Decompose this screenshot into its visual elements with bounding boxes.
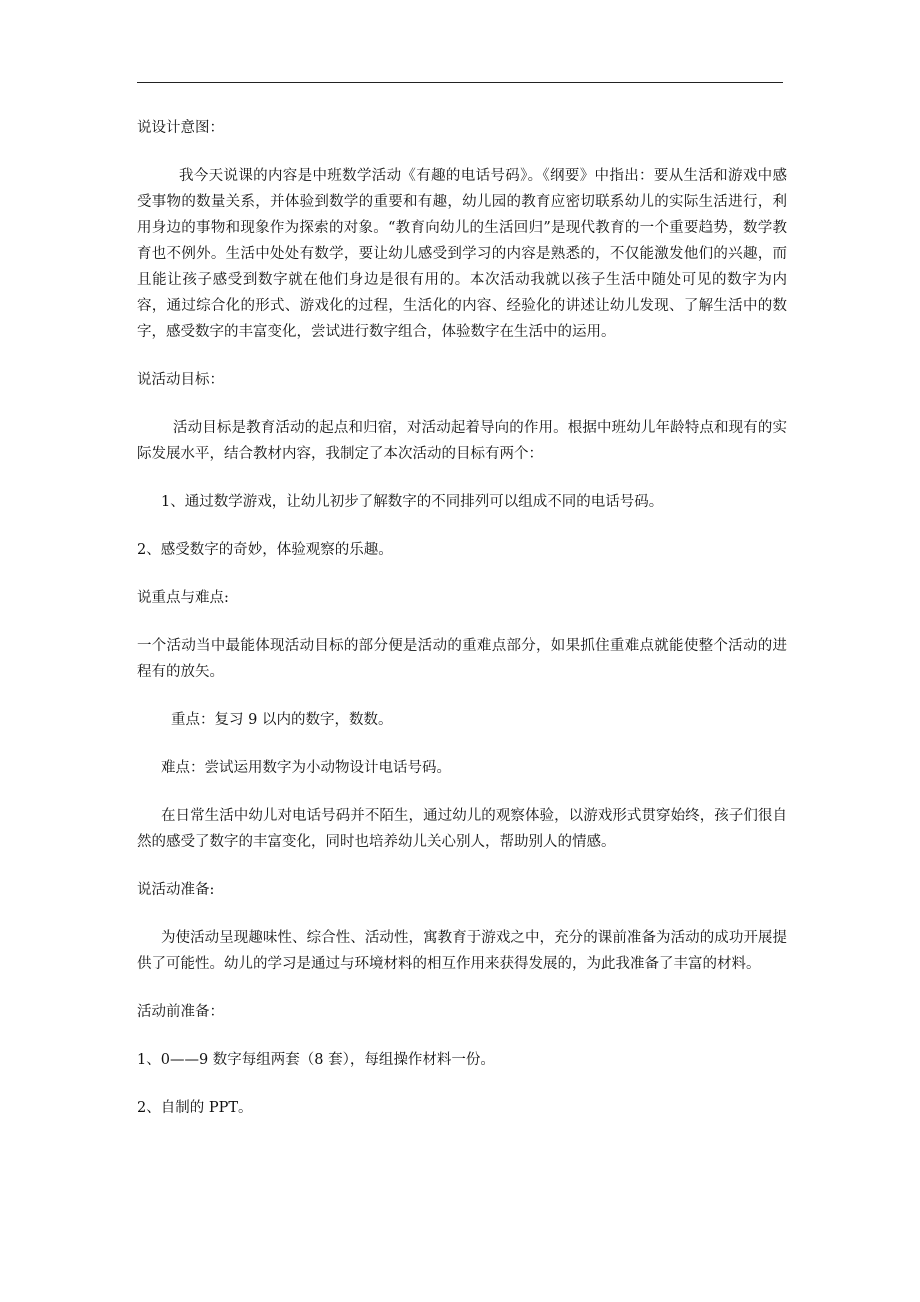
prep-item-1: 1、0——9 数字每组两套（8 套），每组操作材料一份。 <box>137 1052 495 1068</box>
key-point: 重点：复习 9 以内的数字，数数。 <box>171 712 393 728</box>
paragraph-key-difficulty: 一个活动当中最能体现活动目标的部分便是活动的重难点部分，如果抓住重难点就能使整个活动的进程有的放矢。 <box>137 638 787 680</box>
goal-item-1: 1、通过数学游戏，让幼儿初步了解数字的不同排列可以组成不同的电话号码。 <box>161 494 664 510</box>
paragraph-activity-goals: 活动目标是教育活动的起点和归宿，对活动起着导向的作用。根据中班幼儿年龄特点和现有的实际发展水平，结合教材内容，我制定了本次活动的目标有两个： <box>137 420 787 462</box>
difficulty-point: 难点：尝试运用数字为小动物设计电话号码。 <box>161 760 451 776</box>
paragraph-design-intent: 我今天说课的内容是中班数学活动《有趣的电话号码》。《纲要》中指出：要从生活和游戏中感受事物的数量关系，并体验到数学的重要和有趣，幼儿园的教育应密切联系幼儿的实际生活进行，利用身边的事物和现象作为探索的对象。“教育向幼儿的生活回归”是现代教育的一个重要趋势，数学教育也不例外。生活中处处有数学，要让幼儿感受到学习的内容是熟悉的，不仅能激发他们的兴趣，而且能让孩子感受到数字就在他们身边是很有用的。本次活动我就以孩子生活中随处可见的数字为内容，通过综合化的形式、游戏化的过程，生活化的内容、经验化的讲述让幼儿发现、了解生活中的数字，感受数字的丰富变化，尝试进行数字组合，体验数字在生活中的运用。 <box>137 168 787 340</box>
header-rule <box>137 82 783 83</box>
heading-key-difficulty: 说重点与难点: <box>137 590 229 606</box>
heading-activity-prep: 说活动准备: <box>137 882 215 898</box>
paragraph-daily-life: 在日常生活中幼儿对电话号码并不陌生，通过幼儿的观察体验，以游戏形式贯穿始终，孩子们很自然的感受了数字的丰富变化，同时也培养幼儿关心别人，帮助别人的情感。 <box>137 808 787 850</box>
goal-item-2: 2、感受数字的奇妙，体验观察的乐趣。 <box>137 542 393 558</box>
heading-design-intent: 说设计意图： <box>137 120 224 136</box>
paragraph-activity-prep: 为使活动呈现趣味性、综合性、活动性，寓教育于游戏之中，充分的课前准备为活动的成功开展提供了可能性。幼儿的学习是通过与环境材料的相互作用来获得发展的，为此我准备了丰富的材料。 <box>137 930 787 972</box>
heading-pre-activity-prep: 活动前准备： <box>137 1004 224 1020</box>
document-body <box>137 115 787 1143</box>
prep-item-2: 2、自制的 PPT。 <box>137 1100 253 1116</box>
heading-activity-goals: 说活动目标： <box>137 372 224 388</box>
